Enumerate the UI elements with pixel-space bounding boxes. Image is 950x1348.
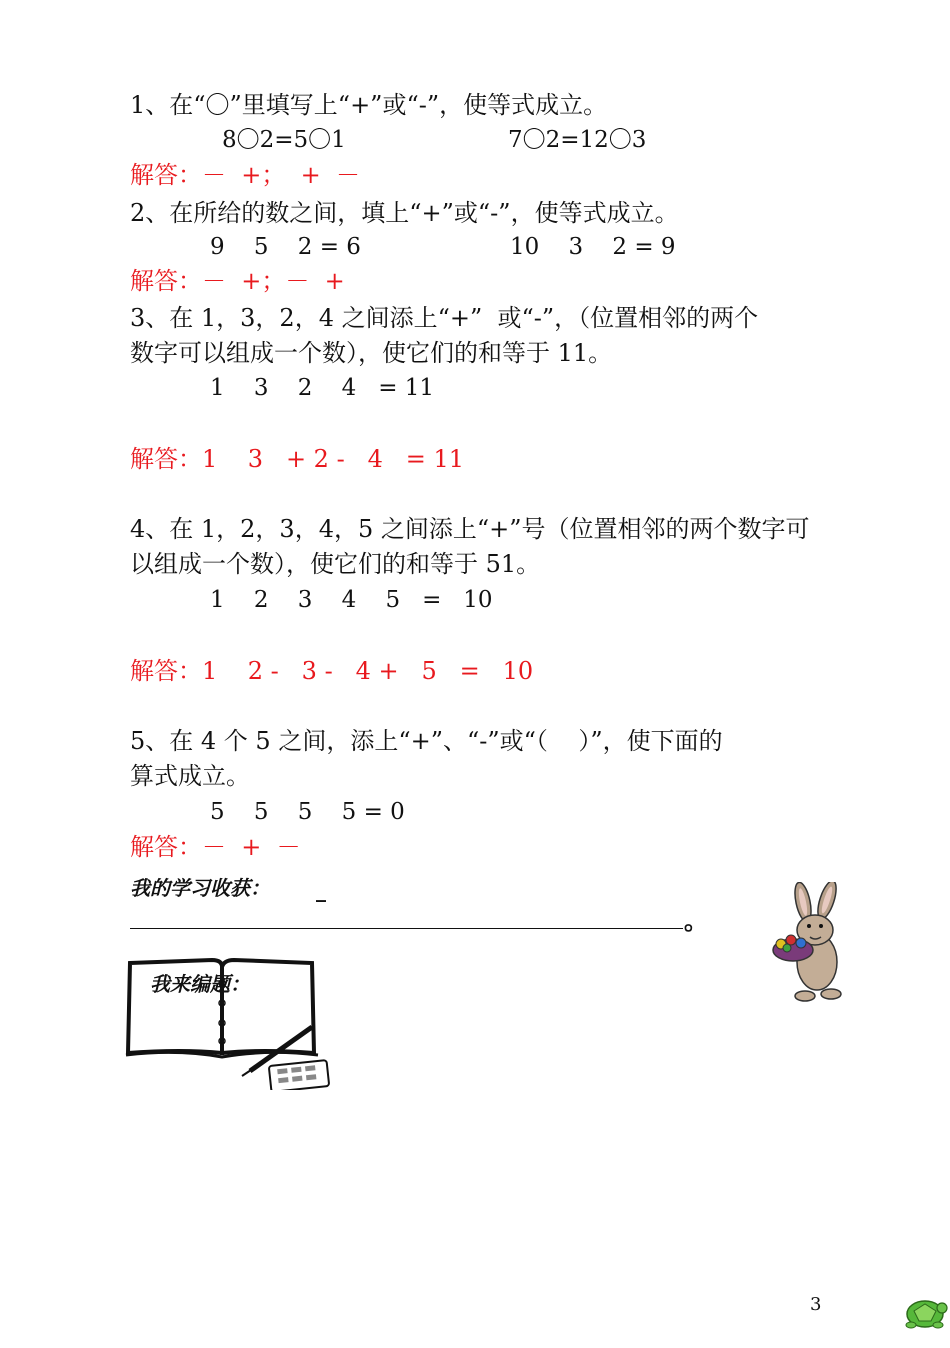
q2-equation-b: 10 3 2 = 9 (510, 234, 676, 260)
q4-answer: 解答：1 2 - 3 - 4 + 5 = 10 (130, 657, 534, 685)
q3-equation: 1 3 2 4 = 11 (210, 375, 435, 401)
q3-answer: 解答：1 3 + 2 - 4 = 11 (130, 445, 465, 473)
q2-equation-a: 9 5 2 = 6 (210, 234, 361, 260)
q1-prompt: 1、在“〇”里填写上“+”或“-”，使等式成立。 (130, 91, 608, 119)
q2-answer: 解答：－ +；－ + (130, 267, 345, 295)
q5-prompt-line2: 算式成立。 (130, 762, 250, 790)
q5-prompt-line1: 5、在 4 个 5 之间，添上“+”、“-”或“（ ）”，使下面的 (130, 727, 723, 755)
learning-gain-line (130, 928, 683, 929)
learning-gain-blank: _ (316, 878, 326, 902)
q5-answer: 解答：－ + － (130, 833, 301, 861)
turtle-icon (902, 1294, 948, 1332)
rabbit-icon (765, 882, 855, 1007)
q5-equation: 5 5 5 5 = 0 (210, 799, 405, 825)
q4-equation: 1 2 3 4 5 = 10 (210, 587, 493, 613)
learning-gain-line-end: 。 (684, 906, 708, 935)
compose-label: 我来编题： (150, 972, 250, 996)
learning-gain-label: 我的学习收获： (130, 876, 270, 900)
page-number: 3 (810, 1294, 822, 1315)
q1-equation-a: 8〇2=5〇1 (222, 127, 346, 153)
q3-prompt-line2: 数字可以组成一个数），使它们的和等于 11。 (130, 339, 613, 367)
q3-prompt-line1: 3、在 1，3，2，4 之间添上“+” 或“-”，（位置相邻的两个 (130, 304, 759, 332)
q1-answer: 解答：－ +； + － (130, 161, 360, 189)
q2-prompt: 2、在所给的数之间，填上“+”或“-”，使等式成立。 (130, 199, 679, 227)
q1-equation-b: 7〇2=12〇3 (508, 127, 647, 153)
q4-prompt-line1: 4、在 1，2，3，4，5 之间添上“+”号（位置相邻的两个数字可 (130, 515, 810, 543)
q4-prompt-line2: 以组成一个数），使它们的和等于 51。 (130, 550, 541, 578)
